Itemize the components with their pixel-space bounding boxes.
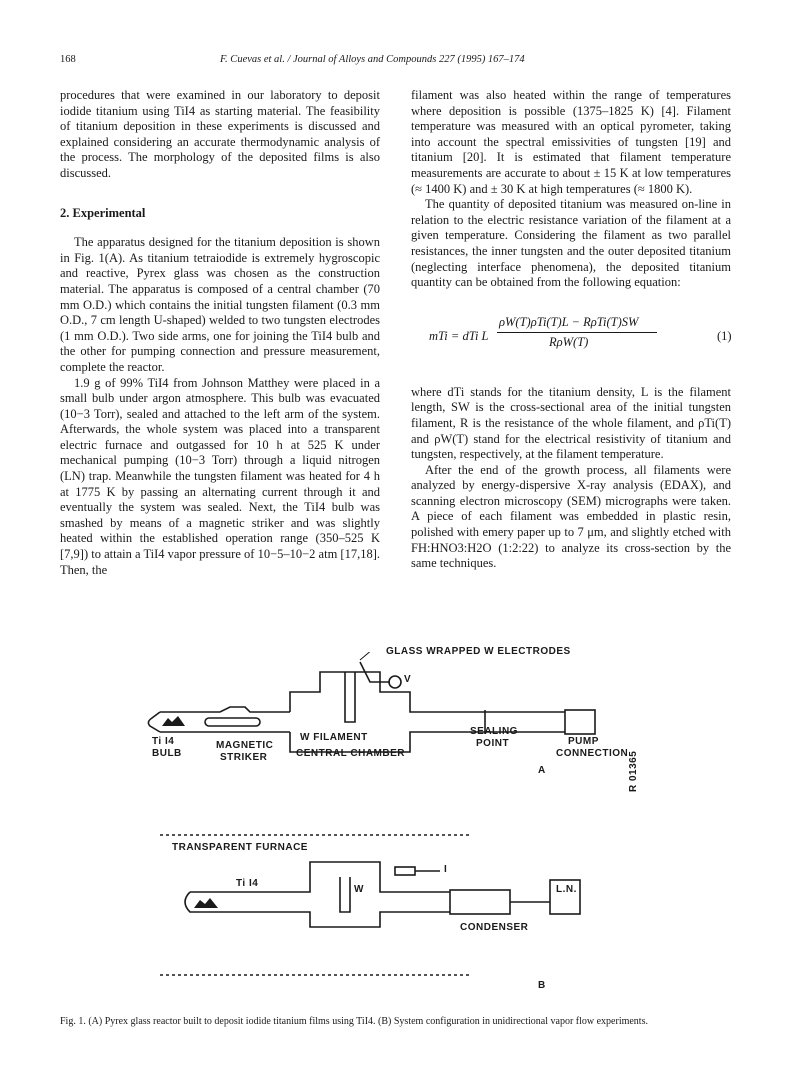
paragraph: filament was also heated within the range of temperatures where deposition is possible (1375–1825 K) [4]. Filament temperature was measured with an optical pyrometer, taking into account the spectral emissivities of tungsten [19] and titanium [20]. It is estimated that filament temperature measurements are accurate to about ± 15 K at low temperatures (≈ 1400 K) and ± 30 K at high temperatures (≈ 1800 K). <box>411 88 731 196</box>
paragraph: procedures that were examined in our laboratory to deposit iodide titanium using TiI4 as starting material. The feasibility of titanium deposition in these experiments is discussed and explained considering an accurate thermodynamic analysis of the process. The morphology of the deposited films is also discussed. <box>60 88 380 180</box>
left-arm-top <box>160 707 290 712</box>
label-b: B <box>538 980 546 991</box>
equation-1 <box>411 315 731 361</box>
figure-caption: Fig. 1. (A) Pyrex glass reactor built to deposit iodide titanium films using TiI4. (B) System configuration in unidirectional vapor flow experiments. <box>60 1016 648 1027</box>
equation-denominator: RρW(T) <box>549 334 589 349</box>
bulb-outline <box>148 712 160 732</box>
fraction-bar <box>497 332 657 333</box>
condenser <box>450 890 510 914</box>
section-heading: 2. Experimental <box>60 205 146 220</box>
til4-crystals-b <box>194 898 218 908</box>
pump-connection <box>565 710 595 734</box>
figure-1 <box>60 646 732 1012</box>
paragraph: The apparatus designed for the titanium deposition is shown in Fig. 1(A). As titanium tetraiodide is extremely hygroscopic and reactive, Pyrex glass was chosen as the construction material. The apparatus is composed of a central chamber (70 mm O.D.) which contains the initial tungsten filament (0.3 mm O.D., 7 cm length U-shaped) welded to two tungsten electrodes (1 mm O.D.). Two side arms, one for joining the TiI4 bulb and the other for pumping connection and pressure measurement, complete the reactor. <box>60 235 380 374</box>
label-v: V <box>404 674 412 685</box>
w-filament-b <box>340 877 350 912</box>
page-number: 168 <box>60 54 76 65</box>
label-pump: PUMP <box>568 736 599 747</box>
label-sealing: SEALING <box>470 726 518 737</box>
paragraph: The quantity of deposited titanium was measured on-line in relation to the electric resistance variation of the filament at a given temperature. Considering the filament as two parallel resistances, the inner tungsten and the outer deposited titanium (neglecting interface phenomena), the deposited titanium quantity can be obtained from the following equation: <box>411 197 731 290</box>
central-chamber-top <box>290 672 565 712</box>
label-point: POINT <box>476 738 510 749</box>
label-transparent-furnace: TRANSPARENT FURNACE <box>172 842 308 853</box>
label-central-chamber: CENTRAL CHAMBER <box>296 748 405 759</box>
page-header <box>60 54 732 70</box>
equation-number: (1) <box>717 328 732 343</box>
label-connection: CONNECTION <box>556 748 629 759</box>
voltmeter-symbol <box>389 676 401 688</box>
equation-numerator: ρW(T)ρTi(T)L − RρTi(T)SW <box>499 314 639 329</box>
tube-b-lower <box>185 892 450 927</box>
label-bulb: BULB <box>152 748 182 759</box>
w-filament <box>345 672 355 722</box>
label-striker: STRIKER <box>220 752 268 763</box>
electrode-b <box>395 867 415 875</box>
label-electrodes: GLASS WRAPPED W ELECTRODES <box>386 646 571 657</box>
left-column <box>60 88 380 578</box>
right-column <box>411 88 731 572</box>
paragraph: 1.9 g of 99% TiI4 from Johnson Matthey were placed in a small bulb under argon atmosphere. This bulb was evacuated (10−3 Torr), sealed and attached to the left arm of the system. Afterwards, the whole system was placed into a transparent electric furnace and outgassed for 10 h at 525 K under mechanical pumping (10−3 Torr) through a liquid nitrogen (LN) trap. Meanwhile the tungsten filament was heated for 4 h at 1775 K by passing an alternating current through it and eventually the system was sealed. Next, the TiI4 bulb was smashed by means of a magnetic striker and was slightly heated within the established operation range (350–525 K [7,9]) to attain a TiI4 vapor pressure of 10−5–10−2 atm [17,18]. Then, the <box>60 375 380 577</box>
label-ln: L.N. <box>556 884 577 895</box>
paragraph: where dTi stands for the titanium density, L is the filament length, SW is the cross-sectional area of the initial tungsten filament, R is the resistance of the whole filament, and ρTi(T) and ρW(T) stand for the electrical resistivity of titanium and tungsten, respectively, at the filament temperature. <box>411 384 731 462</box>
label-magnetic: MAGNETIC <box>216 740 274 751</box>
stamp-label: R 01365 <box>628 750 639 792</box>
label-til4: Ti I4 <box>152 736 175 747</box>
apparatus-diagram <box>60 652 732 1012</box>
equation-lhs: mTi = dTi L <box>429 328 489 343</box>
label-w-filament: W FILAMENT <box>300 732 368 743</box>
label-condenser: CONDENSER <box>460 922 529 933</box>
label-i: I <box>444 864 448 875</box>
electrodes-pointer <box>360 652 386 660</box>
paragraph: After the end of the growth process, all filaments were analyzed by energy-dispersive X-ray analysis (EDAX), and scanning electron microscopy (SEM) micrographs were taken. A piece of each filament was embedded in plastic resin, polished with emery paper up to 7 μm, and slightly etched with FH:HNO3:H2O (1:2:22) to analyze its cross-section by the same techniques. <box>411 462 731 571</box>
label-a: A <box>538 765 546 776</box>
running-head: F. Cuevas et al. / Journal of Alloys and Compounds 227 (1995) 167–174 <box>220 54 525 65</box>
til4-crystals <box>162 716 185 726</box>
magnetic-striker <box>205 718 260 726</box>
label-w: W <box>354 884 364 895</box>
label-til4-b: Ti I4 <box>236 878 259 889</box>
